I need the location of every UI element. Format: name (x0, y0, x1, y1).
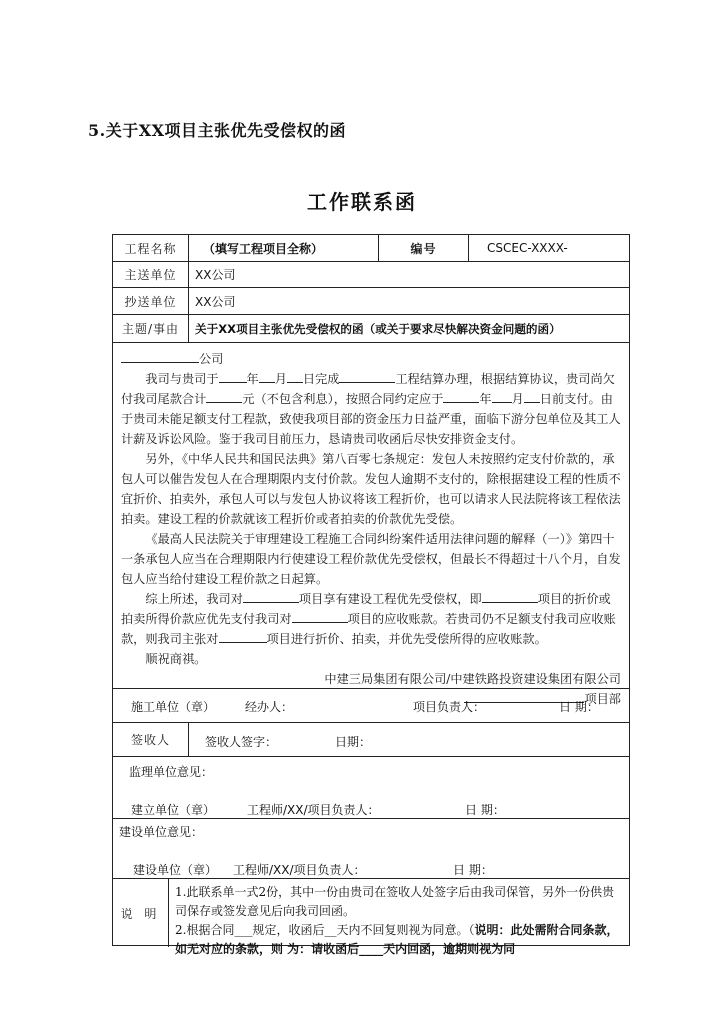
cc-label: 抄送单位 (113, 288, 189, 314)
handler-label: 经办人： (245, 700, 294, 714)
paragraph-2: 另外，《中华人民共和国民法典》第八百零七条规定：发包人未按照约定支付价款的，承包人可以催告发包人在合理期限内支付价款。发包人逾期不支付的，除根据建设工程的性质不宜折价、拍卖外，承包人可以与发包人协议将该工程折价，也可以请求人民法院将该工程依法拍卖。建设工程的价款就该工程折价或者拍卖的价款优先受偿。 (121, 452, 621, 526)
paragraph-4: 综上所述，我司对 项目享有建设工程优先受偿权，即 项目的折价或拍卖所得价款应优先支付我司对 项目的应收账款。若贵司仍不足额支付我司应收账款，则我司主张对 项目进行折价、拍卖，并优先受偿所得的应收账款。 (121, 592, 616, 646)
supervisor-opinion-label: 监理单位意见： (129, 765, 214, 779)
contact-letter-form (112, 234, 630, 956)
receipt-row (113, 723, 629, 757)
project-label: 工程名称 (113, 235, 189, 261)
construction-unit-label: 施工单位（章） (131, 700, 216, 714)
signature-company: 中建三局集团有限公司/中建铁路投资建设集团有限公司 (324, 672, 621, 686)
owner-row (113, 819, 629, 879)
paragraph-3: 《最高人民法院关于审理建设工程施工合同纠纷案件适用法律问题的解释（一）》第四十一条承包人应当在合理期限内行使建设工程价款优先受偿权，但最长不得超过十八个月，自发包人应当给付建设工程价款之日起算。 (121, 532, 621, 586)
paragraph-1: 我司与贵司于 年 月 日完成 工程结算办理，根据结算协议，贵司尚欠付我司尾款合计 元（不包含利息），按照合同约定应于 年 月 日前支付。由于贵司未能足额支付工程款，致使我项目部的资金压力日益严重，面临下游分包单位及其工人计薪及诉讼风险。鉴于我司目前压力，恳请贵司收函后尽快安排资金支付。 (121, 372, 621, 446)
note-1: 1.此联系单一式2份，其中一份由贵司在签收人处签字后由我司保管，另外一份供贵司保存或签发意见后向我司回函。 (175, 885, 615, 918)
subject-row (113, 315, 629, 343)
signature-dept: 项目部 (584, 692, 621, 706)
subject-value: 关于XX项目主张优先受偿权的函（或关于要求尽快解决资金问题的函） (195, 321, 561, 336)
date3-label: 日 期： (453, 863, 493, 877)
notes-row (113, 879, 629, 956)
addressee-line (121, 349, 621, 369)
project-leader-label: 项目负责人： (413, 700, 486, 714)
notes-label: 说 明 (113, 879, 169, 947)
date-label: 日 期： (559, 700, 599, 714)
cc-row (113, 288, 629, 315)
to-row (113, 262, 629, 288)
receipt-date-label: 日期： (335, 735, 372, 749)
engineer-leader-label: 工程师/XX/项目负责人： (247, 803, 380, 817)
letter-body (113, 343, 629, 706)
owner-opinion-label: 建设单位意见： (119, 825, 204, 839)
closing: 顺祝商祺。 (145, 652, 207, 666)
engineer-leader2-label: 工程师/XX/项目负责人： (233, 863, 366, 877)
note-2: 2.根据合同___规定，收函后__天内不回复则视为同意。（说明：此处需附合同条款，如无对应的条款，则 为：请收函后____天内回函，逾期则视为同 (175, 923, 619, 956)
supervisor-row (113, 757, 629, 819)
owner-unit2-label: 建设单位（章） (133, 863, 218, 877)
receipt-label: 签收人 (113, 723, 189, 756)
addressee: 公司 (199, 352, 224, 366)
number-value: CSCEC-XXXX- (487, 241, 568, 255)
project-value: （填写工程项目全称） (189, 235, 379, 261)
date2-label: 日 期： (465, 803, 505, 817)
cc-value: XX公司 (195, 294, 236, 309)
notes-content (169, 879, 629, 963)
owner-unit-label: 建立单位（章） (131, 803, 216, 817)
letter-text (113, 343, 629, 709)
construction-sign-row (113, 689, 629, 723)
to-label: 主送单位 (113, 262, 189, 287)
document-title: 工作联系函 (307, 190, 417, 214)
number-label: 编号 (379, 235, 469, 261)
receipt-sign-label: 签收人签字： (205, 735, 278, 749)
to-value: XX公司 (195, 268, 236, 282)
project-row (113, 235, 629, 262)
section-heading: 5.关于XX项目主张优先受偿权的函 (88, 121, 347, 140)
subject-label: 主题/事由 (113, 315, 189, 342)
